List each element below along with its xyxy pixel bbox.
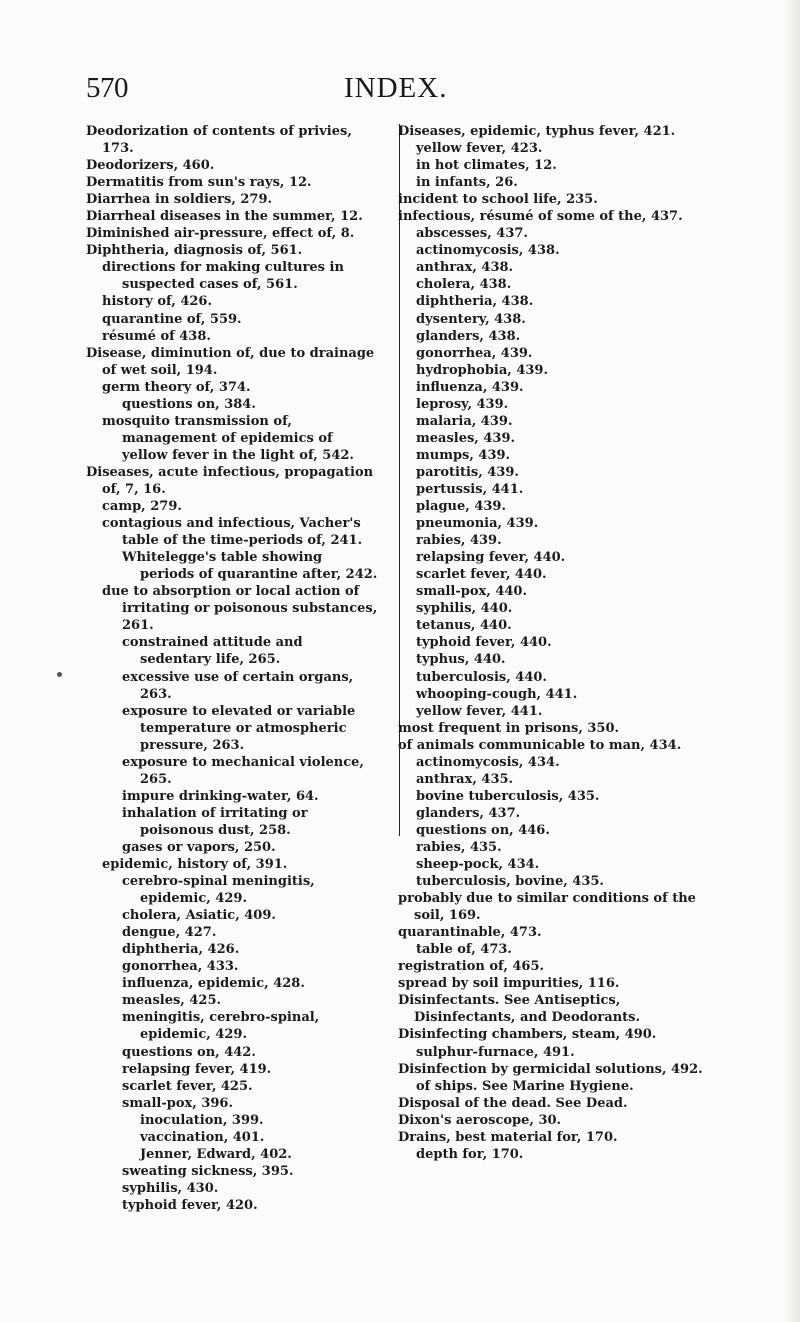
index-entry: typhoid fever, 440.: [416, 635, 552, 651]
index-entry: Diarrheal diseases in the summer, 12.: [86, 209, 363, 225]
index-entry: actinomycosis, 434.: [416, 754, 560, 770]
index-entry: camp, 279.: [102, 499, 182, 515]
index-entry: bovine tuberculosis, 435.: [416, 788, 600, 804]
index-entry: gases or vapors, 250.: [122, 839, 276, 855]
index-entry: epidemic, history of, 391.: [102, 857, 288, 873]
index-entry: glanders, 438.: [416, 328, 521, 344]
index-entry: pneumonia, 439.: [416, 516, 539, 532]
page-header: [86, 72, 726, 112]
index-entry: history of, 426.: [102, 294, 213, 310]
index-entry: dysentery, 438.: [416, 311, 526, 327]
index-entry: inoculation, 399.: [140, 1112, 264, 1128]
index-entry: quarantinable, 473.: [398, 925, 542, 941]
index-entry: sheep-pock, 434.: [416, 857, 540, 873]
index-entry: small-pox, 440.: [416, 584, 527, 600]
index-entry: depth for, 170.: [416, 1146, 524, 1162]
index-entry: contagious and infectious, Vacher's table of the time-periods of, 241.: [102, 516, 363, 549]
index-entry: pertussis, 441.: [416, 481, 524, 497]
index-entry: exposure to mechanical violence, 265.: [122, 754, 364, 787]
index-entry: relapsing fever, 440.: [416, 550, 566, 566]
index-entry: gonorrhea, 433.: [122, 959, 239, 975]
index-column-left: [86, 123, 378, 1214]
index-entry: germ theory of, 374.: [102, 379, 251, 395]
index-entry: Diarrhea in soldiers, 279.: [86, 192, 273, 208]
index-entry: malaria, 439.: [416, 413, 513, 429]
index-entry: measles, 439.: [416, 430, 516, 446]
margin-bullet-mark: [57, 672, 62, 677]
index-entry: exposure to elevated or variable temperature or atmospheric pressure, 263.: [122, 703, 356, 753]
index-entry: cholera, 438.: [416, 277, 512, 293]
index-entry: quarantine of, 559.: [102, 311, 242, 327]
index-entry: due to absorption or local action of irritating or poisonous substances, 261.: [102, 584, 378, 634]
index-entry: Drains, best material for, 170.: [398, 1129, 618, 1145]
index-entry: typhus, 440.: [416, 652, 506, 668]
index-entry: Diminished air-pressure, effect of, 8.: [86, 226, 355, 242]
page-number: 570: [86, 72, 128, 104]
index-entry: glanders, 437.: [416, 805, 521, 821]
index-entry: Dixon's aeroscope, 30.: [398, 1112, 562, 1128]
index-entry: impure drinking-water, 64.: [122, 788, 319, 804]
index-entry: Jenner, Edward, 402.: [140, 1146, 292, 1162]
index-entry: tetanus, 440.: [416, 618, 512, 634]
index-entry: Deodorizers, 460.: [86, 158, 215, 174]
index-entry: of animals communicable to man, 434.: [398, 737, 682, 753]
index-entry: vaccination, 401.: [140, 1129, 265, 1145]
index-entry: inhalation of irritating or poisonous dust, 258.: [122, 805, 308, 838]
index-entry: Deodorization of contents of privies, 173.: [86, 124, 352, 157]
index-entry: most frequent in prisons, 350.: [398, 720, 620, 736]
index-entry: yellow fever, 441.: [416, 703, 543, 719]
index-entry: Dermatitis from sun's rays, 12.: [86, 175, 312, 191]
index-entry: Diseases, acute infectious, propagation of, 7, 16.: [86, 464, 374, 497]
index-entry: infectious, résumé of some of the, 437.: [398, 209, 683, 225]
index-entry: actinomycosis, 438.: [416, 243, 560, 259]
index-entry: syphilis, 430.: [122, 1180, 219, 1196]
index-entry: plague, 439.: [416, 499, 506, 515]
index-entry: diphtheria, 426.: [122, 942, 240, 958]
index-entry: sweating sickness, 395.: [122, 1163, 294, 1179]
index-entry: sulphur-furnace, 491.: [416, 1044, 575, 1060]
index-entry: Disinfecting chambers, steam, 490.: [398, 1027, 657, 1043]
index-entry: diphtheria, 438.: [416, 294, 534, 310]
index-entry: tuberculosis, bovine, 435.: [416, 874, 604, 890]
index-entry: gonorrhea, 439.: [416, 345, 533, 361]
index-column-right: [398, 123, 710, 1163]
index-entry: syphilis, 440.: [416, 601, 513, 617]
index-entry: dengue, 427.: [122, 925, 217, 941]
index-entry: Disease, diminution of, due to drainage of wet soil, 194.: [86, 345, 375, 378]
index-entry: influenza, epidemic, 428.: [122, 976, 305, 992]
index-entry: excessive use of certain organs, 263.: [122, 669, 354, 702]
index-entry: whooping-cough, 441.: [416, 686, 578, 702]
index-entry: table of, 473.: [416, 942, 512, 958]
index-entry: meningitis, cerebro-spinal, epidemic, 429.: [122, 1010, 320, 1043]
index-entry: questions on, 446.: [416, 822, 550, 838]
running-head-title: INDEX.: [344, 72, 448, 104]
index-entry: tuberculosis, 440.: [416, 669, 547, 685]
index-entry: Whitelegge's table showing periods of quarantine after, 242.: [122, 550, 378, 583]
index-entry: questions on, 442.: [122, 1044, 256, 1060]
index-entry: in hot climates, 12.: [416, 158, 557, 174]
index-entry: constrained attitude and sedentary life, 265.: [122, 635, 303, 668]
index-entry: measles, 425.: [122, 993, 222, 1009]
index-entry: of ships. See Marine Hygiene.: [416, 1078, 634, 1094]
index-entry: registration of, 465.: [398, 959, 545, 975]
index-entry: anthrax, 438.: [416, 260, 514, 276]
index-entry: mumps, 439.: [416, 447, 511, 463]
index-entry: influenza, 439.: [416, 379, 524, 395]
index-entry: scarlet fever, 440.: [416, 567, 547, 583]
index-entry: scarlet fever, 425.: [122, 1078, 253, 1094]
index-entry: résumé of 438.: [102, 328, 211, 344]
index-entry: anthrax, 435.: [416, 771, 514, 787]
index-entry: mosquito transmission of, management of epidemics of yellow fever in the light of, 542.: [102, 413, 354, 463]
index-entry: Diseases, epidemic, typhus fever, 421.: [398, 124, 676, 139]
index-entry: parotitis, 439.: [416, 464, 519, 480]
index-entry: questions on, 384.: [122, 396, 256, 412]
page-edge-shadow: [784, 0, 800, 1322]
index-entry: small-pox, 396.: [122, 1095, 233, 1111]
index-entry: spread by soil impurities, 116.: [398, 976, 620, 992]
index-entry: incident to school life, 235.: [398, 192, 598, 208]
index-entry: Disposal of the dead. See Dead.: [398, 1095, 628, 1111]
index-entry: probably due to similar conditions of the soil, 169.: [398, 891, 696, 924]
index-entry: cerebro-spinal meningitis, epidemic, 429.: [122, 874, 315, 907]
index-entry: rabies, 439.: [416, 533, 502, 549]
index-entry: Disinfectants. See Antiseptics, Disinfectants, and Deodorants.: [398, 993, 640, 1026]
index-entry: leprosy, 439.: [416, 396, 509, 412]
index-entry: abscesses, 437.: [416, 226, 528, 242]
index-entry: Disinfection by germicidal solutions, 492.: [398, 1061, 703, 1077]
index-entry: relapsing fever, 419.: [122, 1061, 272, 1077]
index-entry: directions for making cultures in suspected cases of, 561.: [102, 260, 344, 293]
index-entry: rabies, 435.: [416, 839, 502, 855]
index-entry: Diphtheria, diagnosis of, 561.: [86, 243, 303, 259]
index-entry: in infants, 26.: [416, 175, 518, 191]
index-entry: hydrophobia, 439.: [416, 362, 548, 378]
index-entry: yellow fever, 423.: [416, 141, 543, 157]
index-entry: cholera, Asiatic, 409.: [122, 908, 276, 924]
index-entry: typhoid fever, 420.: [122, 1197, 258, 1213]
